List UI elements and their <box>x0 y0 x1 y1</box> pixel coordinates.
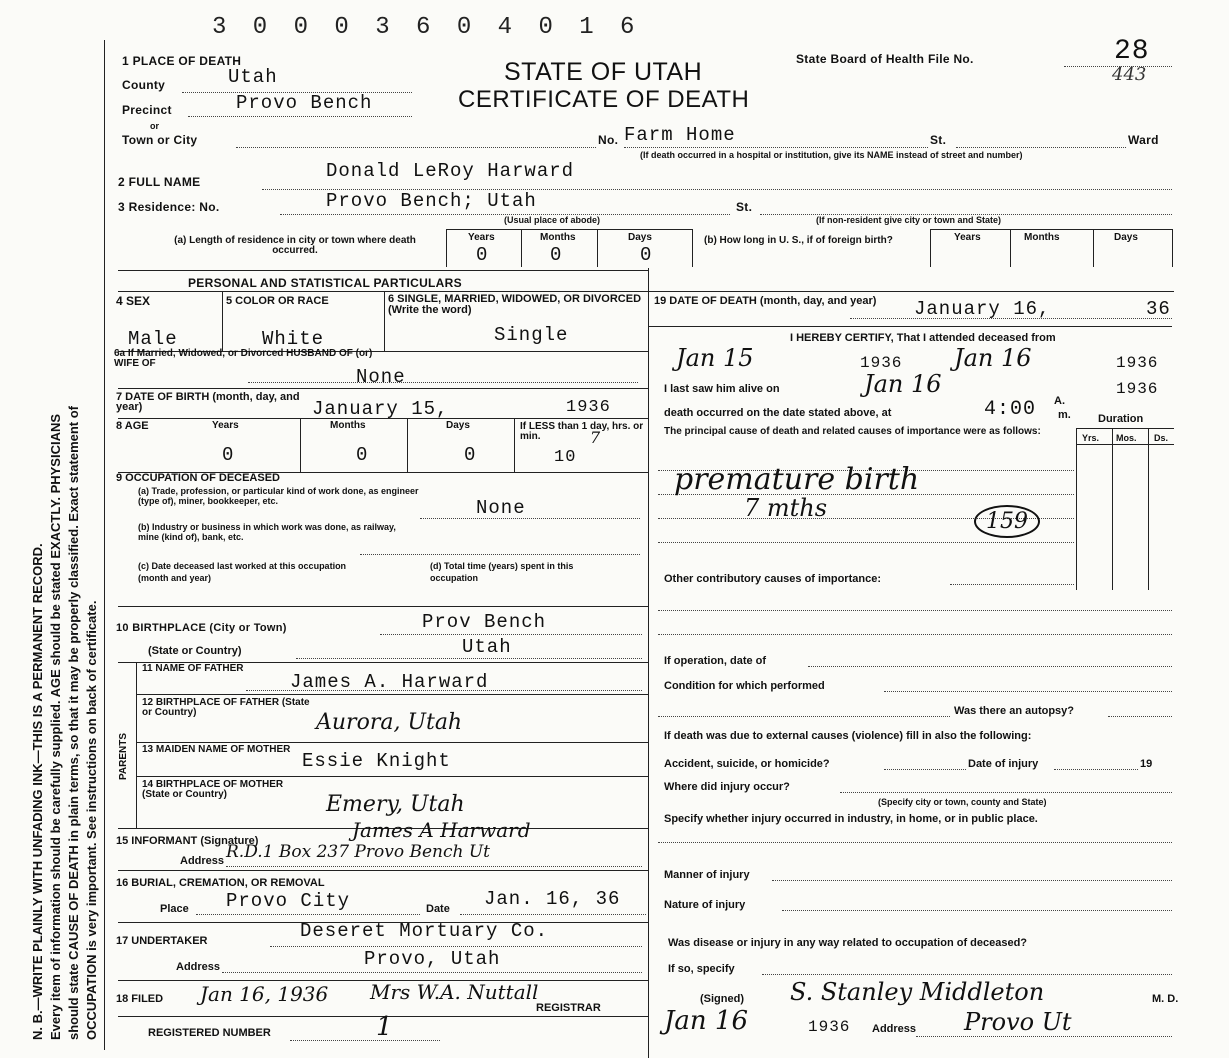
residence-years: 0 <box>476 244 489 266</box>
or-label: or <box>150 121 159 131</box>
age-months-label: Months <box>330 420 366 431</box>
last-saw-date: Jan 16 <box>864 370 942 398</box>
usual-abode-note: (Usual place of abode) <box>504 215 601 225</box>
occupation-b-note: (b) Industry or business in which work was done, as railway, mine (kind of), bank, etc. <box>138 522 396 542</box>
age-years-label: Years <box>212 420 239 431</box>
file-no-label: State Board of Health File No. <box>796 52 974 66</box>
nature-label: Nature of injury <box>664 899 746 911</box>
full-name-value: Donald LeRoy Harward <box>326 160 575 182</box>
physician-signature: S. Stanley Middleton <box>790 978 1045 1006</box>
mother-birthplace-value: Emery, Utah <box>326 792 465 817</box>
death-time-label: death occurred on the date stated above, at <box>664 407 892 419</box>
dod-year: 36 <box>1146 298 1171 320</box>
attended-from-year: 1936 <box>860 354 903 372</box>
age-months: 0 <box>356 444 369 466</box>
informant-signature: James A Harward <box>352 818 531 842</box>
dob-year: 1936 <box>566 398 611 417</box>
if-so-label: If so, specify <box>668 963 735 975</box>
mother-label: 13 MAIDEN NAME OF MOTHER <box>142 744 291 755</box>
duration-ds: Ds. <box>1154 433 1169 443</box>
cause-code: 159 <box>974 505 1040 538</box>
signed-label: (Signed) <box>700 993 744 1005</box>
registrar-signature: Mrs W.A. Nuttall <box>370 980 539 1004</box>
occupation-value: None <box>476 497 526 519</box>
filed-label: 18 FILED <box>116 993 164 1005</box>
burial-label: 16 BURIAL, CREMATION, OR REMOVAL <box>116 877 325 889</box>
signature-year: 1936 <box>808 1018 851 1036</box>
father-birthplace-value: Aurora, Utah <box>316 710 463 735</box>
residence-days: 0 <box>640 244 653 266</box>
age-label: 8 AGE <box>116 420 149 432</box>
serial-number: 3 0 0 0 3 6 0 4 0 1 6 <box>212 14 641 41</box>
birthplace-state-value: Utah <box>462 636 512 658</box>
sex-label: 4 SEX <box>116 294 151 308</box>
occupation-a-note: (a) Trade, profession, or particular kind of work done, as engineer (type of), miner, bookkeeper, etc. <box>138 486 419 506</box>
duration-label: Duration <box>1098 413 1144 425</box>
county-label: County <box>122 78 166 92</box>
registrar-label: REGISTRAR <box>536 1002 601 1014</box>
length-residence-label: (a) Length of residence in city or town where death occurred. <box>174 235 416 256</box>
duration-yrs: Yrs. <box>1082 433 1100 443</box>
am-label: A. <box>1054 395 1065 407</box>
injury-year-label: 19 <box>1140 758 1153 770</box>
father-birthplace-label: 12 BIRTHPLACE OF FATHER (State or Country) <box>142 697 310 718</box>
occupation-d-note: (d) Total time (years) spent in this occupation <box>430 561 574 583</box>
dob-label: 7 DATE OF BIRTH (month, day, and year) <box>116 391 300 413</box>
us-months-label: Months <box>1024 232 1060 243</box>
street-value: Farm Home <box>624 124 736 146</box>
cause-label: The principal cause of death and related causes of importance were as follows: <box>664 426 1041 437</box>
town-label: Town or City <box>122 133 198 147</box>
signature-date: Jan 16 <box>664 1006 749 1036</box>
spouse-value: None <box>356 366 406 388</box>
burial-place-value: Provo City <box>226 890 351 912</box>
certify-label: I HEREBY CERTIFY, That I attended deceased from <box>790 332 1056 344</box>
us-residence-label: (b) How long in U. S., if of foreign birth? <box>704 235 893 246</box>
nonresident-note: (If non-resident give city or town and State) <box>816 215 1002 225</box>
undertaker-address-value: Provo, Utah <box>364 948 501 970</box>
contributory-label: Other contributory causes of importance: <box>664 573 881 585</box>
autopsy-label: Was there an autopsy? <box>954 705 1075 717</box>
undertaker-address-label: Address <box>176 961 221 973</box>
sidebar-instruction-4: OCCUPATION is very important. See instructions on back of certificate. <box>84 600 99 1040</box>
sidebar-instruction-3: should state CAUSE OF DEATH in plain terms, so that it may be properly classified. Exact statement of <box>66 405 81 1040</box>
death-time-value: 4:00 <box>984 398 1037 421</box>
burial-place-label: Place <box>160 903 189 915</box>
less-than-day-label: If LESS than 1 day, hrs. or min. <box>520 421 644 442</box>
full-name-label: 2 FULL NAME <box>118 175 201 189</box>
m-label: m. <box>1058 409 1071 421</box>
attended-to: Jan 16 <box>954 344 1032 372</box>
duration-mos: Mos. <box>1116 433 1137 443</box>
signature-address: Provo Ut <box>964 1008 1072 1036</box>
cause-of-death-1: premature birth <box>674 462 920 497</box>
parents-label: PARENTS <box>118 732 129 780</box>
sex-value: Male <box>128 328 178 350</box>
color-label: 5 COLOR OR RACE <box>226 295 329 307</box>
age-days: 0 <box>464 444 477 466</box>
attended-to-year: 1936 <box>1116 354 1159 372</box>
filed-date: Jan 16, 1936 <box>200 982 329 1006</box>
mother-birthplace-label: 14 BIRTHPLACE OF MOTHER (State or Country) <box>142 779 284 800</box>
registered-number-label: REGISTERED NUMBER <box>148 1027 271 1039</box>
marital-label: 6 SINGLE, MARRIED, WIDOWED, OR DIVORCED (Write the word) <box>388 293 642 316</box>
accident-label: Accident, suicide, or homicide? <box>664 758 830 770</box>
manner-label: Manner of injury <box>664 869 750 881</box>
father-value: James A. Harward <box>290 671 489 693</box>
undertaker-value: Deseret Mortuary Co. <box>300 920 549 942</box>
last-saw-year: 1936 <box>1116 380 1159 398</box>
dob-value: January 15, <box>312 398 449 420</box>
father-label: 11 NAME OF FATHER <box>142 663 244 674</box>
where-injury-label: Where did injury occur? <box>664 781 790 793</box>
residence-st-label: St. <box>736 200 753 214</box>
less-hrs: 7 <box>590 428 601 447</box>
days-label: Days <box>628 232 652 243</box>
dod-value: January 16, <box>914 298 1051 320</box>
signature-address-label: Address <box>872 1023 917 1035</box>
color-value: White <box>262 328 325 350</box>
external-causes-label: If death was due to external causes (violence) fill in also the following: <box>664 730 1032 742</box>
cause-of-death-2: 7 mths <box>744 494 828 522</box>
occupation-label: 9 OCCUPATION OF DECEASED <box>116 472 280 484</box>
years-label: Years <box>468 232 495 243</box>
residence-value: Provo Bench; Utah <box>326 190 537 212</box>
where-injury-note: (Specify city or town, county and State) <box>878 797 1047 807</box>
age-years: 0 <box>222 444 235 466</box>
spouse-label: 6a If Married, Widowed, or Divorced HUSBAND OF (or) WIFE OF <box>114 348 373 369</box>
ward-label: Ward <box>1128 133 1159 147</box>
occupation-related-label: Was disease or injury in any way related to occupation of deceased? <box>668 937 1028 949</box>
age-days-label: Days <box>446 420 470 431</box>
us-days-label: Days <box>1114 232 1138 243</box>
months-label: Months <box>540 232 576 243</box>
marital-value: Single <box>494 324 569 346</box>
title-certificate: CERTIFICATE OF DEATH <box>458 86 750 113</box>
precinct-label: Precinct <box>122 103 172 117</box>
county-value: Utah <box>228 66 278 88</box>
last-saw-label: I last saw him alive on <box>664 383 780 395</box>
sidebar-instruction-2: Every item of information should be carefully supplied. AGE should be stated EXACTLY. PHYSICIANS <box>48 413 63 1040</box>
condition-label: Condition for which performed <box>664 680 825 692</box>
informant-address-label: Address <box>180 855 225 867</box>
injury-date-label: Date of injury <box>968 758 1039 770</box>
no-label: No. <box>598 133 619 147</box>
registered-number-value: 1 <box>376 1012 393 1042</box>
residence-label: 3 Residence: No. <box>118 200 220 214</box>
title-state: STATE OF UTAH <box>504 58 703 86</box>
md-label: M. D. <box>1152 993 1179 1005</box>
file-no-secondary: 443 <box>1112 64 1147 85</box>
hospital-note: (If death occurred in a hospital or institution, give its NAME instead of street and number) <box>640 150 1023 160</box>
occupation-c-note: (c) Date deceased last worked at this occupation (month and year) <box>138 561 347 583</box>
sidebar-instruction-1: N. B.—WRITE PLAINLY WITH UNFADING INK—THIS IS A PERMANENT RECORD. <box>30 543 45 1040</box>
us-years-label: Years <box>954 232 981 243</box>
dod-label: 19 DATE OF DEATH (month, day, and year) <box>654 295 877 307</box>
informant-address: R.D.1 Box 237 Provo Bench Ut <box>226 842 490 862</box>
attended-from: Jan 15 <box>676 344 754 372</box>
less-min: 10 <box>554 448 577 467</box>
precinct-value: Provo Bench <box>236 92 373 114</box>
file-no-value: 28 <box>1114 36 1150 67</box>
specify-injury-label: Specify whether injury occurred in industry, in home, or in public place. <box>664 813 1038 825</box>
st-label: St. <box>930 133 947 147</box>
birthplace-value: Prov Bench <box>422 611 547 633</box>
undertaker-label: 17 UNDERTAKER <box>116 935 208 947</box>
burial-date-label: Date <box>426 903 450 915</box>
birthplace-state-label: (State or Country) <box>148 645 242 657</box>
burial-date-value: Jan. 16, 36 <box>484 888 621 910</box>
operation-label: If operation, date of <box>664 655 767 667</box>
place-of-death-label: 1 PLACE OF DEATH <box>122 54 242 68</box>
birthplace-label: 10 BIRTHPLACE (City or Town) <box>116 622 287 634</box>
informant-label: 15 INFORMANT (Signature) <box>116 835 259 847</box>
mother-value: Essie Knight <box>302 750 451 772</box>
personal-header: PERSONAL AND STATISTICAL PARTICULARS <box>188 276 462 290</box>
residence-months: 0 <box>550 244 563 266</box>
